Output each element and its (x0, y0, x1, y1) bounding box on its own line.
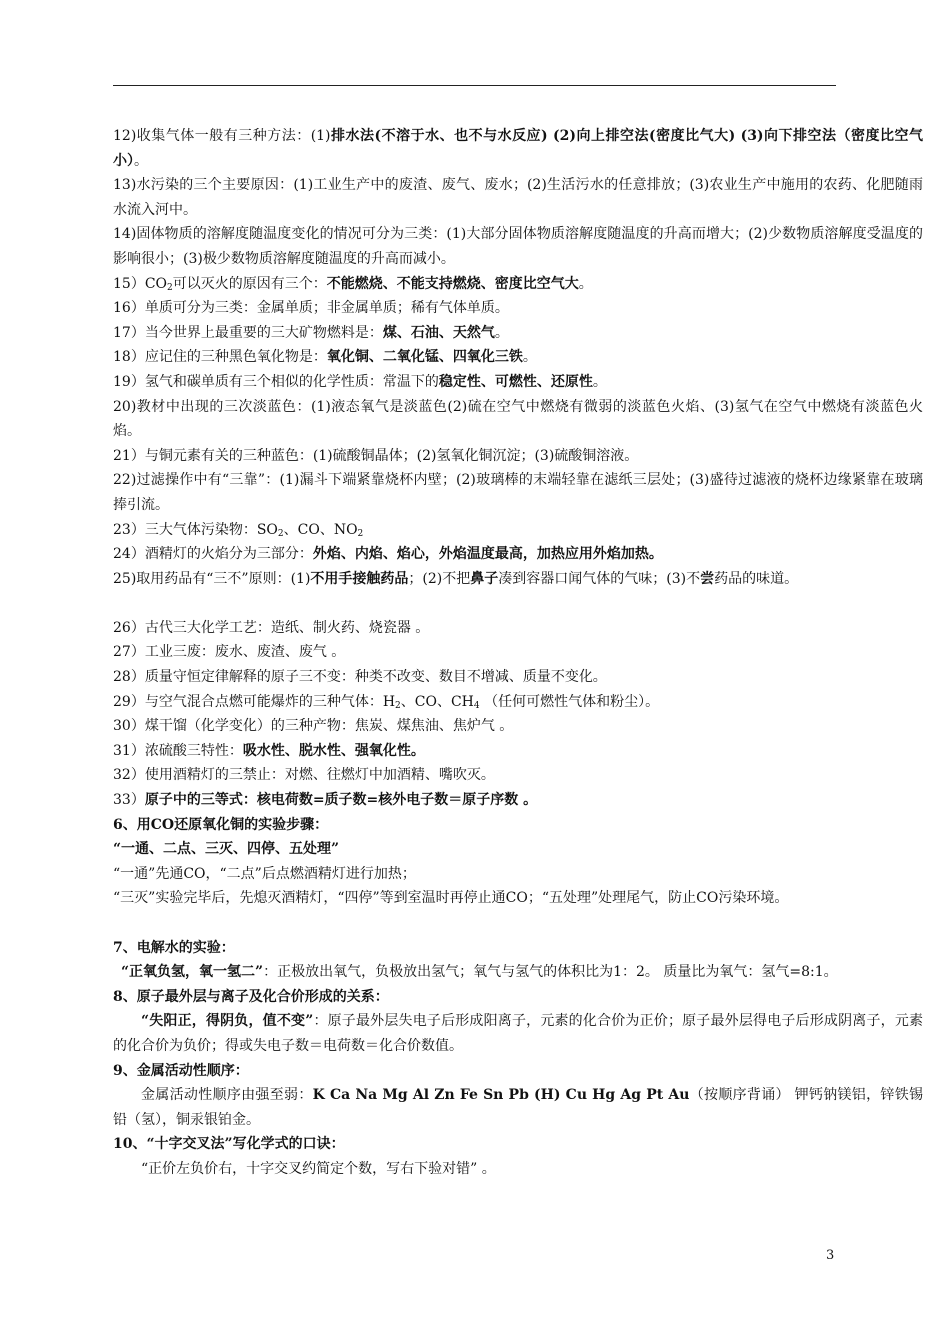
text-run: 30）煤干馏（化学变化）的三种产物：焦炭、煤焦油、焦炉气 。 (113, 718, 514, 735)
text-run: 21）与铜元素有关的三种蓝色：(1)硫酸铜晶体；(2)氢氧化铜沉淀；(3)硫酸铜溶液。 (113, 447, 639, 464)
text-run: 28）质量守恒定律解释的原子三不变：种类不改变、数目不增减、质量不变化。 (113, 669, 607, 686)
paragraph (113, 837, 923, 862)
bold-text: 不能燃烧、不能支持燃烧、密度比空气大 (326, 275, 579, 292)
text-run: 药品的味道。 (714, 570, 799, 587)
paragraph (113, 739, 923, 764)
text-run: 29）与空气混合点燃可能爆炸的三种气体：H (113, 693, 396, 710)
paragraph (113, 1157, 923, 1182)
text-run: 。 (494, 324, 509, 341)
text-run: 14)固体物质的溶解度随温度变化的情况可分为三类：(1)大部分固体物质溶解度随温度的升高而增大；(2)少数物质溶解度受温度的影响很小；(3)极少数物质溶解度随温度的升高而减小。 (113, 226, 923, 267)
subscript: 2 (395, 700, 401, 711)
text-run: 、CO、CH (400, 693, 474, 710)
document-body (113, 124, 923, 1182)
paragraph (113, 321, 923, 346)
paragraph (113, 886, 923, 911)
paragraph (113, 296, 923, 321)
bold-text: 10、“十字交叉法”写化学式的口诀： (113, 1136, 345, 1153)
bold-text: 尝 (700, 570, 715, 587)
bold-text: 8、原子最外层与离子及化合价形成的关系： (113, 988, 389, 1005)
text-run: 26）古代三大化学工艺：造纸、制火药、烧瓷器 。 (113, 619, 430, 636)
text-run: 27）工业三废：废水、废渣、废气 。 (113, 644, 346, 661)
text-run: 。 (578, 275, 593, 292)
text-run: 15）CO (113, 275, 168, 292)
blank-line (113, 591, 923, 616)
page-number: 3 (826, 1248, 835, 1263)
text-run: 17）当今世界上最重要的三大矿物燃料是： (113, 324, 383, 341)
paragraph (113, 173, 923, 222)
paragraph (113, 395, 923, 444)
paragraph (113, 468, 923, 517)
text-run: 16）单质可分为三类：金属单质；非金属单质；稀有气体单质。 (113, 300, 509, 317)
text-run: ：原子最外层失电子后形成阳离子，元素的化合价为正价；原子最外层得电子后形成阴离子，元素的化合价为负价；得或失电子数＝电荷数＝化合价数值。 (113, 1013, 923, 1054)
paragraph (113, 1059, 923, 1084)
blank-line (113, 911, 923, 936)
paragraph (113, 272, 923, 297)
paragraph (113, 714, 923, 739)
paragraph (113, 665, 923, 690)
text-run: 13)水污染的三个主要原因：(1)工业生产中的废渣、废气、废水；(2)生活污水的任意排放；(3)农业生产中施用的农药、化肥随雨水流入河中。 (113, 177, 923, 218)
paragraph (113, 788, 923, 813)
text-run: 凑到容器口闻气体的气味；(3)不 (498, 570, 701, 587)
bold-text: 煤、石油、天然气 (382, 324, 495, 341)
text-run: 25)取用药品有“三不”原则：(1) (113, 570, 311, 587)
text-run: “一通”先通CO，“二点”后点燃酒精灯进行加热； (113, 865, 416, 882)
text-run: 。 (522, 349, 537, 366)
paragraph (113, 960, 923, 985)
subscript: 4 (473, 700, 480, 711)
text-run: 32）使用酒精灯的三禁止：对燃、往燃灯中加酒精、嘴吹灭。 (113, 767, 495, 784)
text-run: “三灭”实验完毕后，先熄灭酒精灯，“四停”等到室温时再停止通CO；“五处理”处理尾气，防止CO污染环境。 (113, 890, 789, 907)
paragraph (113, 936, 923, 961)
bold-text: “一通、二点、三灭、四停、五处理” (113, 841, 340, 858)
bold-text: 9、金属活动性顺序： (113, 1062, 249, 1079)
bold-text: 不用手接触药品 (310, 570, 409, 587)
text-run: 、CO、NO (283, 521, 358, 538)
paragraph (113, 222, 923, 271)
paragraph (113, 444, 923, 469)
paragraph (113, 985, 923, 1010)
text-run: 。 (134, 152, 148, 169)
bold-text: 氧化铜、二氧化锰、四氧化三铁 (326, 349, 523, 366)
header-rule (113, 85, 836, 86)
paragraph (113, 862, 923, 887)
text-run: 。 (592, 373, 607, 390)
text-run: 23）三大气体污染物：SO (113, 521, 278, 538)
paragraph (113, 542, 923, 567)
paragraph (113, 518, 923, 543)
subscript: 2 (277, 528, 284, 539)
text-run: ；(2)不把 (408, 570, 471, 587)
text-run: “正价左负价右，十字交叉约简定个数，写右下验对错” 。 (141, 1160, 496, 1177)
paragraph (113, 124, 923, 173)
bold-text: 原子中的三等式：核电荷数=质子数=核外电子数＝原子序数 。 (144, 792, 538, 809)
paragraph (113, 345, 923, 370)
text-run: （按顺序背诵） 钾钙钠镁铝，锌铁锡铅（氢），铜汞银铂金。 (113, 1087, 924, 1128)
text-run: 24）酒精灯的火焰分为三部分： (113, 546, 313, 563)
paragraph (113, 370, 923, 395)
subscript: 2 (357, 528, 364, 539)
bold-text: 外焰、内焰、焰心，外焰温度最高，加热应用外焰加热。 (312, 546, 663, 563)
paragraph (113, 763, 923, 788)
paragraph (113, 690, 923, 715)
bold-text: “正氧负氢，氧一氢二” (121, 964, 264, 981)
text-run: 可以灭火的原因有三个： (172, 275, 327, 292)
text-run: 33） (113, 792, 145, 809)
text-run: 金属活动性顺序由强至弱： (141, 1087, 313, 1104)
paragraph (113, 813, 923, 838)
bold-text: 吸水性、脱水性、强氧化性。 (242, 742, 425, 759)
bold-text: 排水法(不溶于水、也不与水反应) (2)向上排空法(密度比气大) (3)向下排空法（密度比空气小） (113, 128, 923, 169)
subscript: 2 (167, 282, 173, 293)
text-run: 31）浓硫酸三特性： (113, 742, 243, 759)
text-run: 18）应记住的三种黑色氧化物是： (113, 349, 327, 366)
bold-text: 稳定性、可燃性、还原性 (438, 373, 593, 390)
paragraph (113, 640, 923, 665)
paragraph (113, 616, 923, 641)
bold-text: “失阳正，得阴负，值不变” (141, 1013, 314, 1030)
paragraph (113, 1009, 923, 1058)
paragraph (113, 1083, 923, 1132)
bold-text: 6、用CO还原氧化铜的实验步骤： (113, 816, 329, 833)
text-run: ：正极放出氧气，负极放出氢气；氧气与氢气的体积比为1：2。 质量比为氧气：氢气=8:1。 (263, 964, 838, 981)
text-run: 22)过滤操作中有“三靠”：(1)漏斗下端紧靠烧杯内壁；(2)玻璃棒的末端轻靠在滤纸三层处；(3)盛待过滤液的烧杯边缘紧靠在玻璃捧引流。 (113, 472, 923, 513)
bold-text: K Ca Na Mg Al Zn Fe Sn Pb (H) Cu Hg Ag Pt Au (312, 1087, 690, 1104)
paragraph (113, 1132, 923, 1157)
bold-text: 鼻子 (470, 570, 499, 587)
text-run: 12)收集气体一般有三种方法：(1) (113, 128, 331, 144)
paragraph (113, 567, 923, 592)
text-run: 20)教材中出现的三次淡蓝色：(1)液态氧气是淡蓝色(2)硫在空气中燃烧有微弱的淡蓝色火焰、(3)氢气在空气中燃烧有淡蓝色火焰。 (113, 398, 923, 440)
text-run: （任何可燃性气体和粉尘）。 (479, 693, 660, 710)
text-run: 19）氢气和碳单质有三个相似的化学性质：常温下的 (113, 373, 439, 390)
bold-text: 7、电解水的实验： (113, 939, 235, 956)
